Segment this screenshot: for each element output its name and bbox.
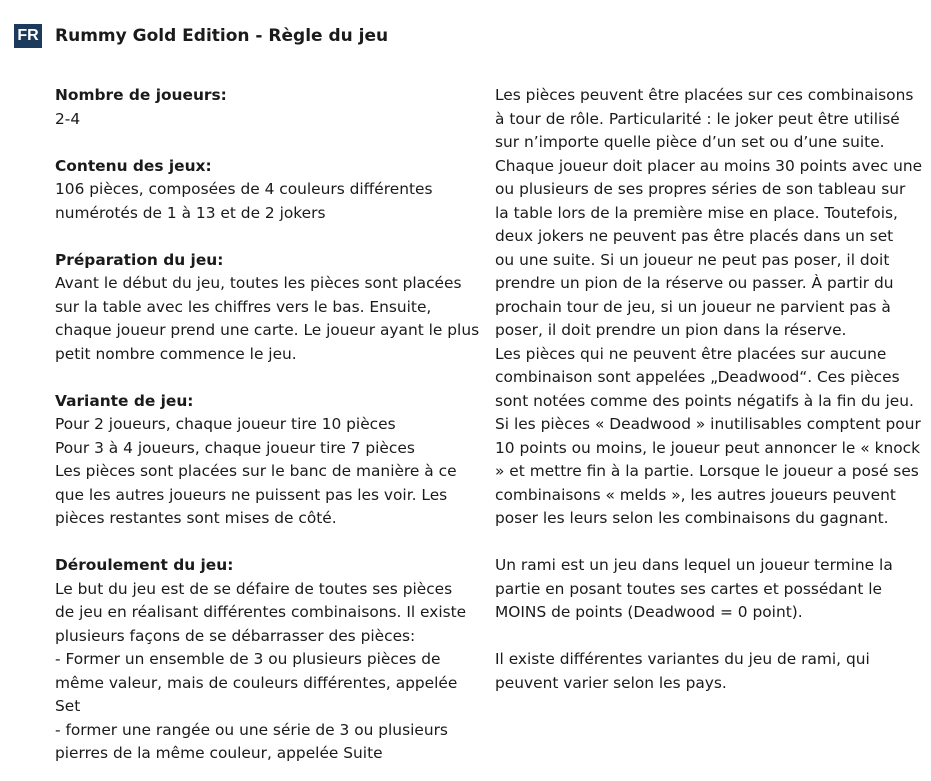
paragraph <box>495 648 913 695</box>
text-line: Les pièces sont placées sur le banc de manière à ce <box>55 462 457 480</box>
text-line: combinaisons « melds », les autres joueurs peuvent <box>495 485 896 504</box>
section-contenu-des-jeux <box>55 155 475 226</box>
text-line: sur la table avec les chiffres vers le bas. Ensuite, <box>55 297 432 316</box>
text-line: - former une rangée ou une série de 3 ou plusieurs <box>55 720 448 739</box>
text-line: ou plusieurs de ses propres séries de son tableau sur <box>495 180 906 198</box>
text-line: poser, il doit prendre un pion dans la réserve. <box>495 321 847 339</box>
text-line: MOINS de points (Deadwood = 0 point). <box>495 603 803 621</box>
text-line: Set <box>55 697 81 715</box>
text-line: poser les leurs selon les combinaisons du gagnant. <box>495 509 889 527</box>
text-line: 10 points ou moins, le joueur peut annoncer le « knock <box>495 438 921 457</box>
text-line: Avant le début du jeu, toutes les pièces sont placées <box>55 274 462 292</box>
text-line: plusieurs façons de se débarrasser des pièces: <box>55 626 416 645</box>
text-line: même valeur, mais de couleurs différentes, appelée <box>55 673 458 692</box>
text-line: peuvent varier selon les pays. <box>495 673 727 692</box>
text-line: » et mettre fin à la partie. Lorsque le joueur a posé ses <box>495 462 919 480</box>
text-line: à tour de rôle. Particularité : le joker peut être utilisé <box>495 109 900 128</box>
text-line: de jeu en réalisant différentes combinaisons. Il existe <box>55 603 467 621</box>
paragraph <box>495 84 923 531</box>
section-deroulement-du-jeu <box>55 554 475 766</box>
text-line: que les autres joueurs ne puissent pas les voir. Les <box>55 485 448 504</box>
text-line: numérotés de 1 à 13 et de 2 jokers <box>55 203 326 222</box>
text-line: 2-4 <box>55 109 81 128</box>
text-line: pierres de la même couleur, appelée Suite <box>55 744 383 762</box>
text-line: Les pièces peuvent être placées sur ces combinaisons <box>495 86 914 104</box>
text-line: Si les pièces « Deadwood » inutilisables comptent pour <box>495 415 921 433</box>
text-line: Un rami est un jeu dans lequel un joueur termine la <box>495 556 893 574</box>
text-line: sont notées comme des points négatifs à la fin du jeu. <box>495 391 914 410</box>
section-preparation-du-jeu <box>55 249 480 367</box>
text-line: partie en posant toutes ses cartes et possédant le <box>495 579 882 598</box>
right-column <box>495 84 923 719</box>
text-line: Les pièces qui ne peuvent être placées sur aucune <box>495 344 887 363</box>
text-line: petit nombre commence le jeu. <box>55 344 297 363</box>
text-line: 106 pièces, composées de 4 couleurs différentes <box>55 180 433 198</box>
document-header <box>14 24 388 48</box>
section-title: Variante de jeu: <box>55 391 194 410</box>
section-title: Contenu des jeux: <box>55 156 212 175</box>
document-title: Rummy Gold Edition - Règle du jeu <box>55 26 389 46</box>
section-nombre-de-joueurs <box>55 84 475 131</box>
section-title: Préparation du jeu: <box>55 250 224 269</box>
text-line: prochain tour de jeu, si un joueur ne parvient pas à <box>495 297 891 316</box>
text-line: Il existe différentes variantes du jeu de rami, qui <box>495 650 870 668</box>
section-title: Nombre de joueurs: <box>55 86 227 104</box>
text-line: sur n’importe quelle pièce d’un set ou d’une suite. <box>495 133 885 151</box>
text-line: Le but du jeu est de se défaire de toutes ses pièces <box>55 579 453 598</box>
text-line: ou une suite. Si un joueur ne peut pas poser, il doit <box>495 250 890 269</box>
left-column <box>55 84 480 781</box>
text-line: Pour 3 à 4 joueurs, chaque joueur tire 7 pièces <box>55 438 415 457</box>
text-line: combinaison sont appelées „Deadwood“. Ces pièces <box>495 368 900 386</box>
text-line: Chaque joueur doit placer au moins 30 points avec une <box>495 156 923 175</box>
text-line: prendre un pion de la réserve ou passer. À partir du <box>495 274 894 292</box>
text-line: pièces restantes sont mises de côté. <box>55 509 337 527</box>
paragraph <box>495 554 913 625</box>
text-line: chaque joueur prend une carte. Le joueur ayant le plus <box>55 321 480 339</box>
text-line: - Former un ensemble de 3 ou plusieurs pièces de <box>55 650 441 668</box>
section-title: Déroulement du jeu: <box>55 556 234 574</box>
section-variante-de-jeu <box>55 390 475 531</box>
language-badge: FR <box>14 24 42 48</box>
text-line: la table lors de la première mise en place. Toutefois, <box>495 203 898 222</box>
text-line: deux jokers ne peuvent pas être placés dans un set <box>495 227 894 245</box>
text-line: Pour 2 joueurs, chaque joueur tire 10 pièces <box>55 415 396 433</box>
